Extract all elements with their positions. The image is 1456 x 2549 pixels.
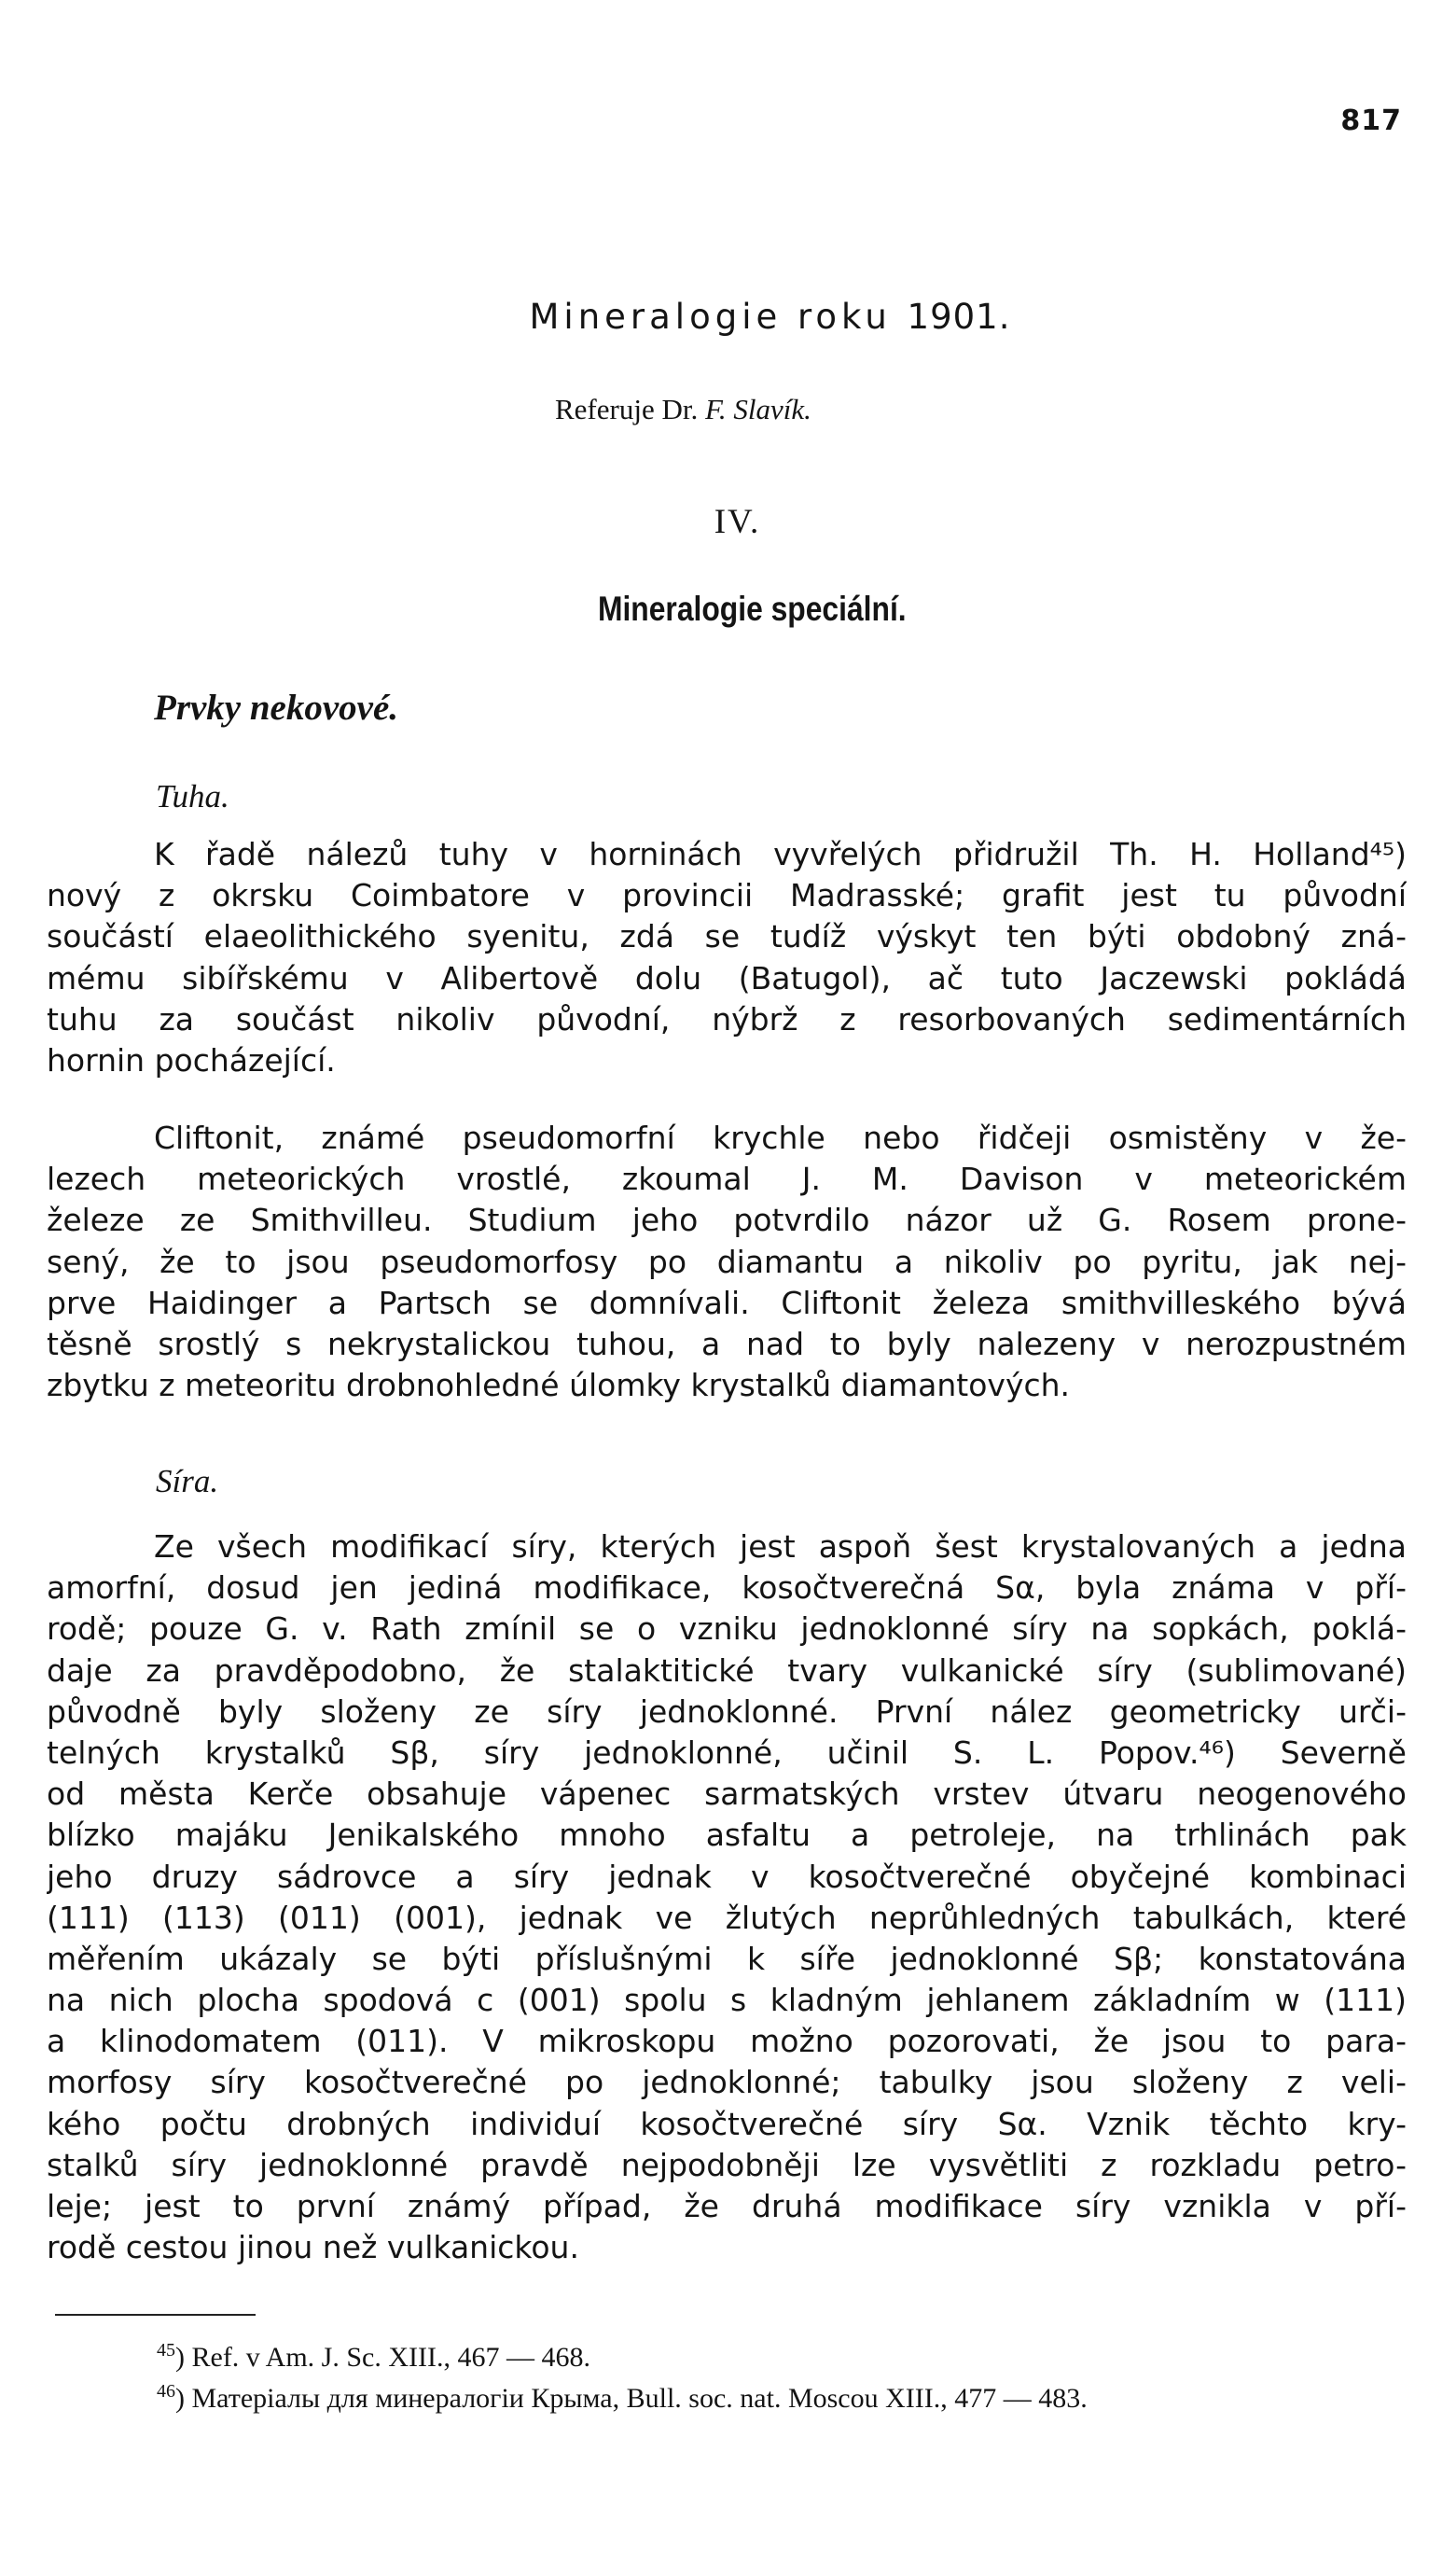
text-line: morfosy síry kosočtverečné po jednoklonné; tabulky jsou složeny z veli- xyxy=(47,2064,1407,2101)
text-line: hornin pocházející. xyxy=(47,1041,336,1079)
text-line: tuhu za součást nikoliv původní, nýbrž z resorbovaných sedimentárních xyxy=(47,1000,1407,1038)
text-line: prve Haidinger a Partsch se domnívali. Cliftonit železa smithvilleského bývá xyxy=(47,1284,1407,1321)
group-heading: Prvky nekovové. xyxy=(154,688,399,728)
text-line: na nich plocha spodová c (001) spolu s kladným jehlanem základním w (111) xyxy=(47,1982,1407,2019)
text-line: stalků síry jednoklonné pravdě nejpodobněji lze vysvětliti z rozkladu petro- xyxy=(47,2146,1407,2183)
text-line: daje za pravděpodobno, že stalaktitické tvary vulkanické síry (sublimované) xyxy=(47,1651,1407,1689)
text-line: měřením ukázaly se býti příslušnými k síře jednoklonné Sβ; konstatována xyxy=(47,1940,1407,1977)
text-line: Cliftonit, známé pseudomorfní krychle nebo řidčeji osmistěny v že- xyxy=(154,1120,1407,1156)
mineral-heading-sira: Síra. xyxy=(156,1463,219,1499)
footnote-marker: 45 xyxy=(157,2340,175,2361)
article-byline xyxy=(555,393,811,426)
text-line: (111) (113) (011) (001), jednak ve žlutých neprůhledných tabulkách, které xyxy=(47,1899,1407,1936)
paragraph-sira-1 xyxy=(47,1526,1407,2268)
footnote-divider xyxy=(55,2314,256,2316)
text-line: mému sibířskému v Alibertově dolu (Batugol), ač tuto Jaczewski pokládá xyxy=(47,959,1407,996)
article-title xyxy=(0,297,1456,337)
section-title: Mineralogie speciální. xyxy=(597,590,907,628)
text-line: těsně srostlý s nekrystalickou tuhou, a nad to byly nalezeny v nerozpustném xyxy=(47,1325,1407,1362)
text-line: lezech meteorických vrostlé, zkoumal J. M. Davison v meteorickém xyxy=(47,1161,1407,1198)
text-line: blízko majáku Jenikalského mnoho asfaltu a petroleje, na trhlinách pak xyxy=(47,1817,1407,1854)
text-line: leje; jest to první známý případ, že druhá modifikace síry vznikla v pří- xyxy=(47,2188,1407,2224)
paragraph-tuha-1 xyxy=(47,834,1407,1081)
footnote-46 xyxy=(157,2381,1088,2415)
page-number: 817 xyxy=(1340,104,1402,137)
byline-prefix: Referuje Dr. xyxy=(555,393,705,425)
text-line: rodě; pouze G. v. Rath zmínil se o vzniku jednoklonné síry na sopkách, poklá- xyxy=(47,1610,1407,1648)
section-numeral: IV. xyxy=(714,503,761,541)
text-line: nový z okrsku Coimbatore v provincii Madrasské; grafit jest tu původní xyxy=(47,877,1407,914)
mineral-heading-tuha: Tuha. xyxy=(156,778,229,815)
article-title-text: Mineralogie roku xyxy=(529,297,908,337)
footnote-marker: 46 xyxy=(157,2381,175,2402)
text-line: součástí elaeolithického syenitu, zdá se tudíž výskyt ten býti obdobný zná- xyxy=(47,918,1407,955)
text-line: původně byly složeny ze síry jednoklonné. První nález geometricky urči- xyxy=(47,1692,1407,1730)
paragraph-tuha-2 xyxy=(47,1118,1407,1406)
text-line: železe ze Smithvilleu. Studium jeho potvrdilo názor už G. Rosem prone- xyxy=(47,1202,1407,1239)
text-line: kého počtu drobných individuí kosočtverečné síry Sα. Vznik těchto kry- xyxy=(47,2105,1407,2142)
text-line: sený, že to jsou pseudomorfosy po diamantu a nikoliv po pyritu, jak nej- xyxy=(47,1243,1407,1280)
text-line: zbytku z meteoritu drobnohledné úlomky krystalků diamantových. xyxy=(47,1367,1071,1404)
text-line: rodě cestou jinou než vulkanickou. xyxy=(47,2229,579,2266)
text-line: jeho druzy sádrovce a síry jednak v kosočtverečné obyčejné kombinaci xyxy=(47,1858,1407,1895)
text-line: a klinodomatem (011). V mikroskopu možno pozorovati, že jsou to para- xyxy=(47,2023,1407,2060)
footnote-text: ) Ref. v Am. J. Sc. XIII., 467 — 468. xyxy=(175,2342,590,2373)
footnote-45 xyxy=(157,2340,590,2374)
article-title-year: 1901. xyxy=(907,297,1011,337)
text-line: K řadě nálezů tuhy v horninách vyvřelých přidružil Th. H. Holland⁴⁵) xyxy=(154,836,1407,872)
footnote-text: ) Матеріалы для минералогіи Крыма, Bull. soc. nat. Moscou XIII., 477 — 483. xyxy=(175,2383,1088,2414)
byline-author: F. Slavík. xyxy=(704,393,811,425)
text-line: amorfní, dosud jen jediná modifikace, kosočtverečná Sα, byla známa v pří- xyxy=(47,1569,1407,1607)
text-line: telných krystalků Sβ, síry jednoklonné, učinil S. L. Popov.⁴⁶) Severně xyxy=(47,1734,1407,1771)
text-line: od města Kerče obsahuje vápenec sarmatských vrstev útvaru neogenového xyxy=(47,1776,1407,1813)
text-line: Ze všech modifikací síry, kterých jest aspoň šest krystalovaných a jedna xyxy=(154,1528,1407,1565)
